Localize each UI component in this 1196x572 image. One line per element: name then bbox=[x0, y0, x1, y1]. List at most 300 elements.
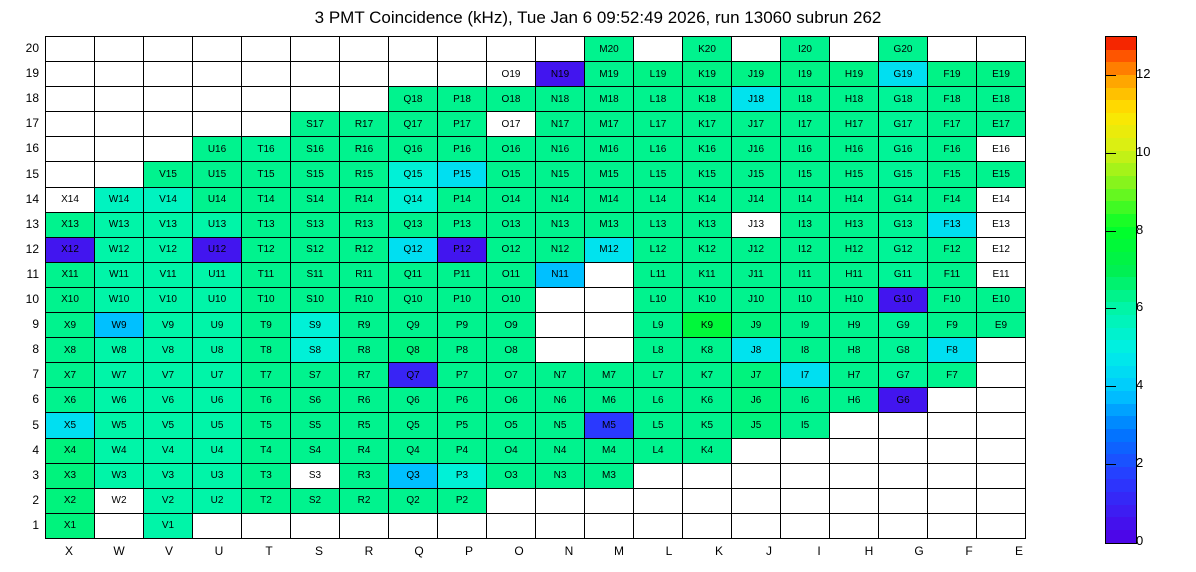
heatmap-cell-V11[interactable]: V11 bbox=[144, 262, 193, 287]
heatmap-cell-N13[interactable]: N13 bbox=[536, 212, 585, 237]
heatmap-cell-S12[interactable]: S12 bbox=[291, 237, 340, 262]
heatmap-cell-I11[interactable]: I11 bbox=[781, 262, 830, 287]
heatmap-cell-O7[interactable]: O7 bbox=[487, 363, 536, 388]
heatmap-cell-E18[interactable]: E18 bbox=[977, 87, 1026, 112]
heatmap-cell-V10[interactable]: V10 bbox=[144, 287, 193, 312]
heatmap-cell-T7[interactable]: T7 bbox=[242, 363, 291, 388]
heatmap-cell-S15[interactable]: S15 bbox=[291, 162, 340, 187]
heatmap-cell-H16[interactable]: H16 bbox=[830, 137, 879, 162]
heatmap-cell-V3[interactable]: V3 bbox=[144, 463, 193, 488]
heatmap-cell-L13[interactable]: L13 bbox=[634, 212, 683, 237]
heatmap-cell-G17[interactable]: G17 bbox=[879, 112, 928, 137]
heatmap-cell-N5[interactable]: N5 bbox=[536, 413, 585, 438]
heatmap-cell-V7[interactable]: V7 bbox=[144, 363, 193, 388]
heatmap-cell-J7[interactable]: J7 bbox=[732, 363, 781, 388]
heatmap-cell-K17[interactable]: K17 bbox=[683, 112, 732, 137]
heatmap-cell-U16[interactable]: U16 bbox=[193, 137, 242, 162]
heatmap-cell-E14[interactable]: E14 bbox=[977, 187, 1026, 212]
heatmap-cell-S4[interactable]: S4 bbox=[291, 438, 340, 463]
heatmap-cell-K16[interactable]: K16 bbox=[683, 137, 732, 162]
heatmap-cell-G9[interactable]: G9 bbox=[879, 313, 928, 338]
heatmap-cell-I15[interactable]: I15 bbox=[781, 162, 830, 187]
heatmap-cell-G20[interactable]: G20 bbox=[879, 37, 928, 62]
heatmap-cell-J16[interactable]: J16 bbox=[732, 137, 781, 162]
heatmap-cell-L19[interactable]: L19 bbox=[634, 62, 683, 87]
heatmap-cell-Q2[interactable]: Q2 bbox=[389, 488, 438, 513]
heatmap-cell-K7[interactable]: K7 bbox=[683, 363, 732, 388]
heatmap-cell-E17[interactable]: E17 bbox=[977, 112, 1026, 137]
heatmap-cell-M6[interactable]: M6 bbox=[585, 388, 634, 413]
heatmap-cell-L10[interactable]: L10 bbox=[634, 287, 683, 312]
heatmap-cell-N14[interactable]: N14 bbox=[536, 187, 585, 212]
heatmap-cell-L16[interactable]: L16 bbox=[634, 137, 683, 162]
heatmap-cell-K4[interactable]: K4 bbox=[683, 438, 732, 463]
heatmap-cell-O19[interactable]: O19 bbox=[487, 62, 536, 87]
heatmap-cell-V15[interactable]: V15 bbox=[144, 162, 193, 187]
heatmap-cell-U6[interactable]: U6 bbox=[193, 388, 242, 413]
heatmap-cell-R4[interactable]: R4 bbox=[340, 438, 389, 463]
heatmap-cell-X14[interactable]: X14 bbox=[46, 187, 95, 212]
heatmap-cell-U8[interactable]: U8 bbox=[193, 338, 242, 363]
heatmap-cell-F17[interactable]: F17 bbox=[928, 112, 977, 137]
heatmap-cell-W6[interactable]: W6 bbox=[95, 388, 144, 413]
heatmap-cell-Q16[interactable]: Q16 bbox=[389, 137, 438, 162]
heatmap-cell-L4[interactable]: L4 bbox=[634, 438, 683, 463]
heatmap-cell-K11[interactable]: K11 bbox=[683, 262, 732, 287]
heatmap-cell-Q5[interactable]: Q5 bbox=[389, 413, 438, 438]
heatmap-cell-S14[interactable]: S14 bbox=[291, 187, 340, 212]
heatmap-cell-P4[interactable]: P4 bbox=[438, 438, 487, 463]
heatmap-cell-S9[interactable]: S9 bbox=[291, 313, 340, 338]
heatmap-cell-S5[interactable]: S5 bbox=[291, 413, 340, 438]
heatmap-cell-Q8[interactable]: Q8 bbox=[389, 338, 438, 363]
heatmap-cell-L11[interactable]: L11 bbox=[634, 262, 683, 287]
heatmap-cell-X2[interactable]: X2 bbox=[46, 488, 95, 513]
heatmap-cell-R12[interactable]: R12 bbox=[340, 237, 389, 262]
heatmap-cell-P17[interactable]: P17 bbox=[438, 112, 487, 137]
heatmap-cell-E19[interactable]: E19 bbox=[977, 62, 1026, 87]
heatmap-cell-M18[interactable]: M18 bbox=[585, 87, 634, 112]
heatmap-cell-P13[interactable]: P13 bbox=[438, 212, 487, 237]
heatmap-cell-I14[interactable]: I14 bbox=[781, 187, 830, 212]
heatmap-cell-I9[interactable]: I9 bbox=[781, 313, 830, 338]
heatmap-cell-U4[interactable]: U4 bbox=[193, 438, 242, 463]
heatmap-cell-H13[interactable]: H13 bbox=[830, 212, 879, 237]
heatmap-cell-K8[interactable]: K8 bbox=[683, 338, 732, 363]
heatmap-cell-X8[interactable]: X8 bbox=[46, 338, 95, 363]
heatmap-cell-O3[interactable]: O3 bbox=[487, 463, 536, 488]
heatmap-cell-X12[interactable]: X12 bbox=[46, 237, 95, 262]
heatmap-cell-P11[interactable]: P11 bbox=[438, 262, 487, 287]
heatmap-cell-S8[interactable]: S8 bbox=[291, 338, 340, 363]
heatmap-cell-K14[interactable]: K14 bbox=[683, 187, 732, 212]
heatmap-cell-F10[interactable]: F10 bbox=[928, 287, 977, 312]
heatmap-cell-T10[interactable]: T10 bbox=[242, 287, 291, 312]
heatmap-cell-G12[interactable]: G12 bbox=[879, 237, 928, 262]
heatmap-cell-R11[interactable]: R11 bbox=[340, 262, 389, 287]
heatmap-cell-M17[interactable]: M17 bbox=[585, 112, 634, 137]
heatmap-cell-L6[interactable]: L6 bbox=[634, 388, 683, 413]
heatmap-cell-X10[interactable]: X10 bbox=[46, 287, 95, 312]
heatmap-cell-R17[interactable]: R17 bbox=[340, 112, 389, 137]
heatmap-cell-K18[interactable]: K18 bbox=[683, 87, 732, 112]
heatmap-cell-O15[interactable]: O15 bbox=[487, 162, 536, 187]
heatmap-cell-K15[interactable]: K15 bbox=[683, 162, 732, 187]
heatmap-cell-X1[interactable]: X1 bbox=[46, 513, 95, 538]
heatmap-cell-V8[interactable]: V8 bbox=[144, 338, 193, 363]
heatmap-cell-P16[interactable]: P16 bbox=[438, 137, 487, 162]
heatmap-cell-G13[interactable]: G13 bbox=[879, 212, 928, 237]
heatmap-cell-E12[interactable]: E12 bbox=[977, 237, 1026, 262]
heatmap-cell-R14[interactable]: R14 bbox=[340, 187, 389, 212]
heatmap-cell-W5[interactable]: W5 bbox=[95, 413, 144, 438]
heatmap-cell-M3[interactable]: M3 bbox=[585, 463, 634, 488]
heatmap-cell-S10[interactable]: S10 bbox=[291, 287, 340, 312]
heatmap-cell-R16[interactable]: R16 bbox=[340, 137, 389, 162]
heatmap-cell-L7[interactable]: L7 bbox=[634, 363, 683, 388]
heatmap-cell-T12[interactable]: T12 bbox=[242, 237, 291, 262]
heatmap-cell-S13[interactable]: S13 bbox=[291, 212, 340, 237]
heatmap-cell-N17[interactable]: N17 bbox=[536, 112, 585, 137]
heatmap-cell-T5[interactable]: T5 bbox=[242, 413, 291, 438]
heatmap-cell-U15[interactable]: U15 bbox=[193, 162, 242, 187]
heatmap-cell-M16[interactable]: M16 bbox=[585, 137, 634, 162]
heatmap-cell-P7[interactable]: P7 bbox=[438, 363, 487, 388]
heatmap-cell-S7[interactable]: S7 bbox=[291, 363, 340, 388]
heatmap-cell-N11[interactable]: N11 bbox=[536, 262, 585, 287]
heatmap-cell-T15[interactable]: T15 bbox=[242, 162, 291, 187]
heatmap-cell-U7[interactable]: U7 bbox=[193, 363, 242, 388]
heatmap-cell-P6[interactable]: P6 bbox=[438, 388, 487, 413]
heatmap-cell-R6[interactable]: R6 bbox=[340, 388, 389, 413]
heatmap-cell-I19[interactable]: I19 bbox=[781, 62, 830, 87]
heatmap-cell-P18[interactable]: P18 bbox=[438, 87, 487, 112]
heatmap-cell-F14[interactable]: F14 bbox=[928, 187, 977, 212]
heatmap-cell-V4[interactable]: V4 bbox=[144, 438, 193, 463]
heatmap-cell-F13[interactable]: F13 bbox=[928, 212, 977, 237]
heatmap-cell-K10[interactable]: K10 bbox=[683, 287, 732, 312]
heatmap-cell-R9[interactable]: R9 bbox=[340, 313, 389, 338]
heatmap-cell-P14[interactable]: P14 bbox=[438, 187, 487, 212]
heatmap-cell-S16[interactable]: S16 bbox=[291, 137, 340, 162]
heatmap-cell-O5[interactable]: O5 bbox=[487, 413, 536, 438]
heatmap-cell-W7[interactable]: W7 bbox=[95, 363, 144, 388]
heatmap-cell-Q6[interactable]: Q6 bbox=[389, 388, 438, 413]
heatmap-cell-H11[interactable]: H11 bbox=[830, 262, 879, 287]
heatmap-cell-F8[interactable]: F8 bbox=[928, 338, 977, 363]
heatmap-cell-K13[interactable]: K13 bbox=[683, 212, 732, 237]
heatmap-cell-I7[interactable]: I7 bbox=[781, 363, 830, 388]
heatmap-cell-H14[interactable]: H14 bbox=[830, 187, 879, 212]
heatmap-cell-S17[interactable]: S17 bbox=[291, 112, 340, 137]
heatmap-cell-N6[interactable]: N6 bbox=[536, 388, 585, 413]
heatmap-cell-H18[interactable]: H18 bbox=[830, 87, 879, 112]
heatmap-cell-E10[interactable]: E10 bbox=[977, 287, 1026, 312]
heatmap-cell-K5[interactable]: K5 bbox=[683, 413, 732, 438]
heatmap-cell-L8[interactable]: L8 bbox=[634, 338, 683, 363]
heatmap-cell-G6[interactable]: G6 bbox=[879, 388, 928, 413]
heatmap-cell-S6[interactable]: S6 bbox=[291, 388, 340, 413]
heatmap-cell-G8[interactable]: G8 bbox=[879, 338, 928, 363]
heatmap-cell-M15[interactable]: M15 bbox=[585, 162, 634, 187]
heatmap-cell-W9[interactable]: W9 bbox=[95, 313, 144, 338]
heatmap-cell-T3[interactable]: T3 bbox=[242, 463, 291, 488]
heatmap-cell-F18[interactable]: F18 bbox=[928, 87, 977, 112]
heatmap-cell-I16[interactable]: I16 bbox=[781, 137, 830, 162]
heatmap-cell-P8[interactable]: P8 bbox=[438, 338, 487, 363]
heatmap-cell-Q15[interactable]: Q15 bbox=[389, 162, 438, 187]
heatmap-cell-Q12[interactable]: Q12 bbox=[389, 237, 438, 262]
heatmap-cell-I10[interactable]: I10 bbox=[781, 287, 830, 312]
heatmap-cell-P2[interactable]: P2 bbox=[438, 488, 487, 513]
heatmap-cell-I6[interactable]: I6 bbox=[781, 388, 830, 413]
heatmap-cell-R3[interactable]: R3 bbox=[340, 463, 389, 488]
heatmap-cell-W2[interactable]: W2 bbox=[95, 488, 144, 513]
heatmap-cell-S3[interactable]: S3 bbox=[291, 463, 340, 488]
heatmap-cell-E9[interactable]: E9 bbox=[977, 313, 1026, 338]
heatmap-cell-K12[interactable]: K12 bbox=[683, 237, 732, 262]
heatmap-cell-G14[interactable]: G14 bbox=[879, 187, 928, 212]
heatmap-cell-H12[interactable]: H12 bbox=[830, 237, 879, 262]
heatmap-cell-J17[interactable]: J17 bbox=[732, 112, 781, 137]
heatmap-cell-H19[interactable]: H19 bbox=[830, 62, 879, 87]
heatmap-cell-K6[interactable]: K6 bbox=[683, 388, 732, 413]
heatmap-cell-X5[interactable]: X5 bbox=[46, 413, 95, 438]
heatmap-cell-N19[interactable]: N19 bbox=[536, 62, 585, 87]
heatmap-cell-Q3[interactable]: Q3 bbox=[389, 463, 438, 488]
heatmap-cell-J11[interactable]: J11 bbox=[732, 262, 781, 287]
heatmap-cell-O14[interactable]: O14 bbox=[487, 187, 536, 212]
heatmap-cell-G16[interactable]: G16 bbox=[879, 137, 928, 162]
heatmap-cell-Q18[interactable]: Q18 bbox=[389, 87, 438, 112]
heatmap-cell-V12[interactable]: V12 bbox=[144, 237, 193, 262]
heatmap-cell-M20[interactable]: M20 bbox=[585, 37, 634, 62]
heatmap-cell-T6[interactable]: T6 bbox=[242, 388, 291, 413]
heatmap-cell-T11[interactable]: T11 bbox=[242, 262, 291, 287]
heatmap-cell-X7[interactable]: X7 bbox=[46, 363, 95, 388]
heatmap-cell-S2[interactable]: S2 bbox=[291, 488, 340, 513]
heatmap-cell-N12[interactable]: N12 bbox=[536, 237, 585, 262]
heatmap-cell-R13[interactable]: R13 bbox=[340, 212, 389, 237]
heatmap-cell-I20[interactable]: I20 bbox=[781, 37, 830, 62]
heatmap-cell-H17[interactable]: H17 bbox=[830, 112, 879, 137]
heatmap-cell-X4[interactable]: X4 bbox=[46, 438, 95, 463]
heatmap-cell-I17[interactable]: I17 bbox=[781, 112, 830, 137]
heatmap-cell-T8[interactable]: T8 bbox=[242, 338, 291, 363]
heatmap-cell-O17[interactable]: O17 bbox=[487, 112, 536, 137]
heatmap-cell-M12[interactable]: M12 bbox=[585, 237, 634, 262]
heatmap-cell-R15[interactable]: R15 bbox=[340, 162, 389, 187]
heatmap-cell-U11[interactable]: U11 bbox=[193, 262, 242, 287]
heatmap-cell-F11[interactable]: F11 bbox=[928, 262, 977, 287]
heatmap-cell-I12[interactable]: I12 bbox=[781, 237, 830, 262]
heatmap-cell-K9[interactable]: K9 bbox=[683, 313, 732, 338]
heatmap-cell-H8[interactable]: H8 bbox=[830, 338, 879, 363]
heatmap-cell-E13[interactable]: E13 bbox=[977, 212, 1026, 237]
heatmap-cell-P9[interactable]: P9 bbox=[438, 313, 487, 338]
heatmap-cell-W10[interactable]: W10 bbox=[95, 287, 144, 312]
heatmap-cell-U14[interactable]: U14 bbox=[193, 187, 242, 212]
heatmap-cell-O18[interactable]: O18 bbox=[487, 87, 536, 112]
heatmap-cell-G10[interactable]: G10 bbox=[879, 287, 928, 312]
heatmap-cell-P5[interactable]: P5 bbox=[438, 413, 487, 438]
heatmap-cell-M7[interactable]: M7 bbox=[585, 363, 634, 388]
heatmap-cell-F7[interactable]: F7 bbox=[928, 363, 977, 388]
heatmap-cell-P3[interactable]: P3 bbox=[438, 463, 487, 488]
heatmap-cell-F9[interactable]: F9 bbox=[928, 313, 977, 338]
heatmap-cell-J13[interactable]: J13 bbox=[732, 212, 781, 237]
heatmap-cell-V2[interactable]: V2 bbox=[144, 488, 193, 513]
heatmap-cell-J5[interactable]: J5 bbox=[732, 413, 781, 438]
heatmap-cell-J6[interactable]: J6 bbox=[732, 388, 781, 413]
heatmap-cell-T4[interactable]: T4 bbox=[242, 438, 291, 463]
heatmap-cell-U9[interactable]: U9 bbox=[193, 313, 242, 338]
heatmap-cell-X3[interactable]: X3 bbox=[46, 463, 95, 488]
heatmap-cell-O4[interactable]: O4 bbox=[487, 438, 536, 463]
heatmap-cell-N3[interactable]: N3 bbox=[536, 463, 585, 488]
heatmap-cell-L14[interactable]: L14 bbox=[634, 187, 683, 212]
heatmap-cell-E16[interactable]: E16 bbox=[977, 137, 1026, 162]
heatmap-cell-H9[interactable]: H9 bbox=[830, 313, 879, 338]
heatmap-cell-M13[interactable]: M13 bbox=[585, 212, 634, 237]
heatmap-cell-X9[interactable]: X9 bbox=[46, 313, 95, 338]
heatmap-cell-I18[interactable]: I18 bbox=[781, 87, 830, 112]
heatmap-cell-U13[interactable]: U13 bbox=[193, 212, 242, 237]
heatmap-cell-M4[interactable]: M4 bbox=[585, 438, 634, 463]
heatmap-cell-H7[interactable]: H7 bbox=[830, 363, 879, 388]
heatmap-cell-N16[interactable]: N16 bbox=[536, 137, 585, 162]
heatmap-cell-Q17[interactable]: Q17 bbox=[389, 112, 438, 137]
heatmap-cell-M19[interactable]: M19 bbox=[585, 62, 634, 87]
heatmap-cell-F16[interactable]: F16 bbox=[928, 137, 977, 162]
heatmap-cell-L9[interactable]: L9 bbox=[634, 313, 683, 338]
heatmap-cell-L12[interactable]: L12 bbox=[634, 237, 683, 262]
heatmap-cell-R8[interactable]: R8 bbox=[340, 338, 389, 363]
heatmap-cell-X11[interactable]: X11 bbox=[46, 262, 95, 287]
heatmap-cell-Q10[interactable]: Q10 bbox=[389, 287, 438, 312]
heatmap-cell-O6[interactable]: O6 bbox=[487, 388, 536, 413]
heatmap-cell-E11[interactable]: E11 bbox=[977, 262, 1026, 287]
heatmap-cell-J8[interactable]: J8 bbox=[732, 338, 781, 363]
heatmap-cell-O8[interactable]: O8 bbox=[487, 338, 536, 363]
heatmap-cell-O13[interactable]: O13 bbox=[487, 212, 536, 237]
heatmap-cell-V14[interactable]: V14 bbox=[144, 187, 193, 212]
heatmap-cell-V13[interactable]: V13 bbox=[144, 212, 193, 237]
heatmap-cell-J9[interactable]: J9 bbox=[732, 313, 781, 338]
heatmap-cell-I5[interactable]: I5 bbox=[781, 413, 830, 438]
heatmap-cell-Q9[interactable]: Q9 bbox=[389, 313, 438, 338]
heatmap-cell-L17[interactable]: L17 bbox=[634, 112, 683, 137]
heatmap-cell-K19[interactable]: K19 bbox=[683, 62, 732, 87]
heatmap-cell-S11[interactable]: S11 bbox=[291, 262, 340, 287]
heatmap-cell-T9[interactable]: T9 bbox=[242, 313, 291, 338]
heatmap-cell-R10[interactable]: R10 bbox=[340, 287, 389, 312]
heatmap-cell-V9[interactable]: V9 bbox=[144, 313, 193, 338]
heatmap-cell-N4[interactable]: N4 bbox=[536, 438, 585, 463]
heatmap-cell-J18[interactable]: J18 bbox=[732, 87, 781, 112]
heatmap-cell-T16[interactable]: T16 bbox=[242, 137, 291, 162]
heatmap-cell-U3[interactable]: U3 bbox=[193, 463, 242, 488]
heatmap-cell-Q4[interactable]: Q4 bbox=[389, 438, 438, 463]
heatmap-cell-K20[interactable]: K20 bbox=[683, 37, 732, 62]
heatmap-cell-Q7[interactable]: Q7 bbox=[389, 363, 438, 388]
heatmap-cell-H6[interactable]: H6 bbox=[830, 388, 879, 413]
heatmap-cell-E15[interactable]: E15 bbox=[977, 162, 1026, 187]
heatmap-cell-G15[interactable]: G15 bbox=[879, 162, 928, 187]
heatmap-cell-W14[interactable]: W14 bbox=[95, 187, 144, 212]
heatmap-cell-J14[interactable]: J14 bbox=[732, 187, 781, 212]
heatmap-cell-U5[interactable]: U5 bbox=[193, 413, 242, 438]
heatmap-cell-J19[interactable]: J19 bbox=[732, 62, 781, 87]
heatmap-cell-X13[interactable]: X13 bbox=[46, 212, 95, 237]
heatmap-cell-P12[interactable]: P12 bbox=[438, 237, 487, 262]
heatmap-cell-W3[interactable]: W3 bbox=[95, 463, 144, 488]
heatmap-cell-R2[interactable]: R2 bbox=[340, 488, 389, 513]
heatmap-cell-V5[interactable]: V5 bbox=[144, 413, 193, 438]
heatmap-cell-Q14[interactable]: Q14 bbox=[389, 187, 438, 212]
heatmap-cell-F19[interactable]: F19 bbox=[928, 62, 977, 87]
heatmap-cell-N15[interactable]: N15 bbox=[536, 162, 585, 187]
heatmap-cell-U12[interactable]: U12 bbox=[193, 237, 242, 262]
heatmap-cell-F12[interactable]: F12 bbox=[928, 237, 977, 262]
heatmap-cell-H15[interactable]: H15 bbox=[830, 162, 879, 187]
heatmap-cell-J10[interactable]: J10 bbox=[732, 287, 781, 312]
heatmap-cell-F15[interactable]: F15 bbox=[928, 162, 977, 187]
heatmap-cell-L15[interactable]: L15 bbox=[634, 162, 683, 187]
heatmap-cell-W11[interactable]: W11 bbox=[95, 262, 144, 287]
heatmap-cell-Q11[interactable]: Q11 bbox=[389, 262, 438, 287]
heatmap-cell-V1[interactable]: V1 bbox=[144, 513, 193, 538]
heatmap-cell-L18[interactable]: L18 bbox=[634, 87, 683, 112]
heatmap-cell-W12[interactable]: W12 bbox=[95, 237, 144, 262]
heatmap-cell-W8[interactable]: W8 bbox=[95, 338, 144, 363]
heatmap-cell-R5[interactable]: R5 bbox=[340, 413, 389, 438]
heatmap-cell-G19[interactable]: G19 bbox=[879, 62, 928, 87]
heatmap-cell-M5[interactable]: M5 bbox=[585, 413, 634, 438]
heatmap-cell-N7[interactable]: N7 bbox=[536, 363, 585, 388]
heatmap-cell-N18[interactable]: N18 bbox=[536, 87, 585, 112]
heatmap-cell-M14[interactable]: M14 bbox=[585, 187, 634, 212]
heatmap-cell-H10[interactable]: H10 bbox=[830, 287, 879, 312]
heatmap-cell-O11[interactable]: O11 bbox=[487, 262, 536, 287]
heatmap-cell-T2[interactable]: T2 bbox=[242, 488, 291, 513]
heatmap-cell-J12[interactable]: J12 bbox=[732, 237, 781, 262]
heatmap-cell-G7[interactable]: G7 bbox=[879, 363, 928, 388]
heatmap-cell-O16[interactable]: O16 bbox=[487, 137, 536, 162]
heatmap-cell-V6[interactable]: V6 bbox=[144, 388, 193, 413]
heatmap-cell-W4[interactable]: W4 bbox=[95, 438, 144, 463]
heatmap-cell-T14[interactable]: T14 bbox=[242, 187, 291, 212]
heatmap-cell-G18[interactable]: G18 bbox=[879, 87, 928, 112]
heatmap-cell-Q13[interactable]: Q13 bbox=[389, 212, 438, 237]
heatmap-cell-R7[interactable]: R7 bbox=[340, 363, 389, 388]
heatmap-cell-L5[interactable]: L5 bbox=[634, 413, 683, 438]
heatmap-cell-G11[interactable]: G11 bbox=[879, 262, 928, 287]
heatmap-cell-J15[interactable]: J15 bbox=[732, 162, 781, 187]
heatmap-cell-U2[interactable]: U2 bbox=[193, 488, 242, 513]
heatmap-cell-O10[interactable]: O10 bbox=[487, 287, 536, 312]
heatmap-cell-W13[interactable]: W13 bbox=[95, 212, 144, 237]
heatmap-cell-I8[interactable]: I8 bbox=[781, 338, 830, 363]
heatmap-cell-P15[interactable]: P15 bbox=[438, 162, 487, 187]
heatmap-cell-O9[interactable]: O9 bbox=[487, 313, 536, 338]
heatmap-cell-P10[interactable]: P10 bbox=[438, 287, 487, 312]
heatmap-cell-O12[interactable]: O12 bbox=[487, 237, 536, 262]
heatmap-cell-X6[interactable]: X6 bbox=[46, 388, 95, 413]
heatmap-cell-I13[interactable]: I13 bbox=[781, 212, 830, 237]
heatmap-cell-U10[interactable]: U10 bbox=[193, 287, 242, 312]
heatmap-cell-T13[interactable]: T13 bbox=[242, 212, 291, 237]
